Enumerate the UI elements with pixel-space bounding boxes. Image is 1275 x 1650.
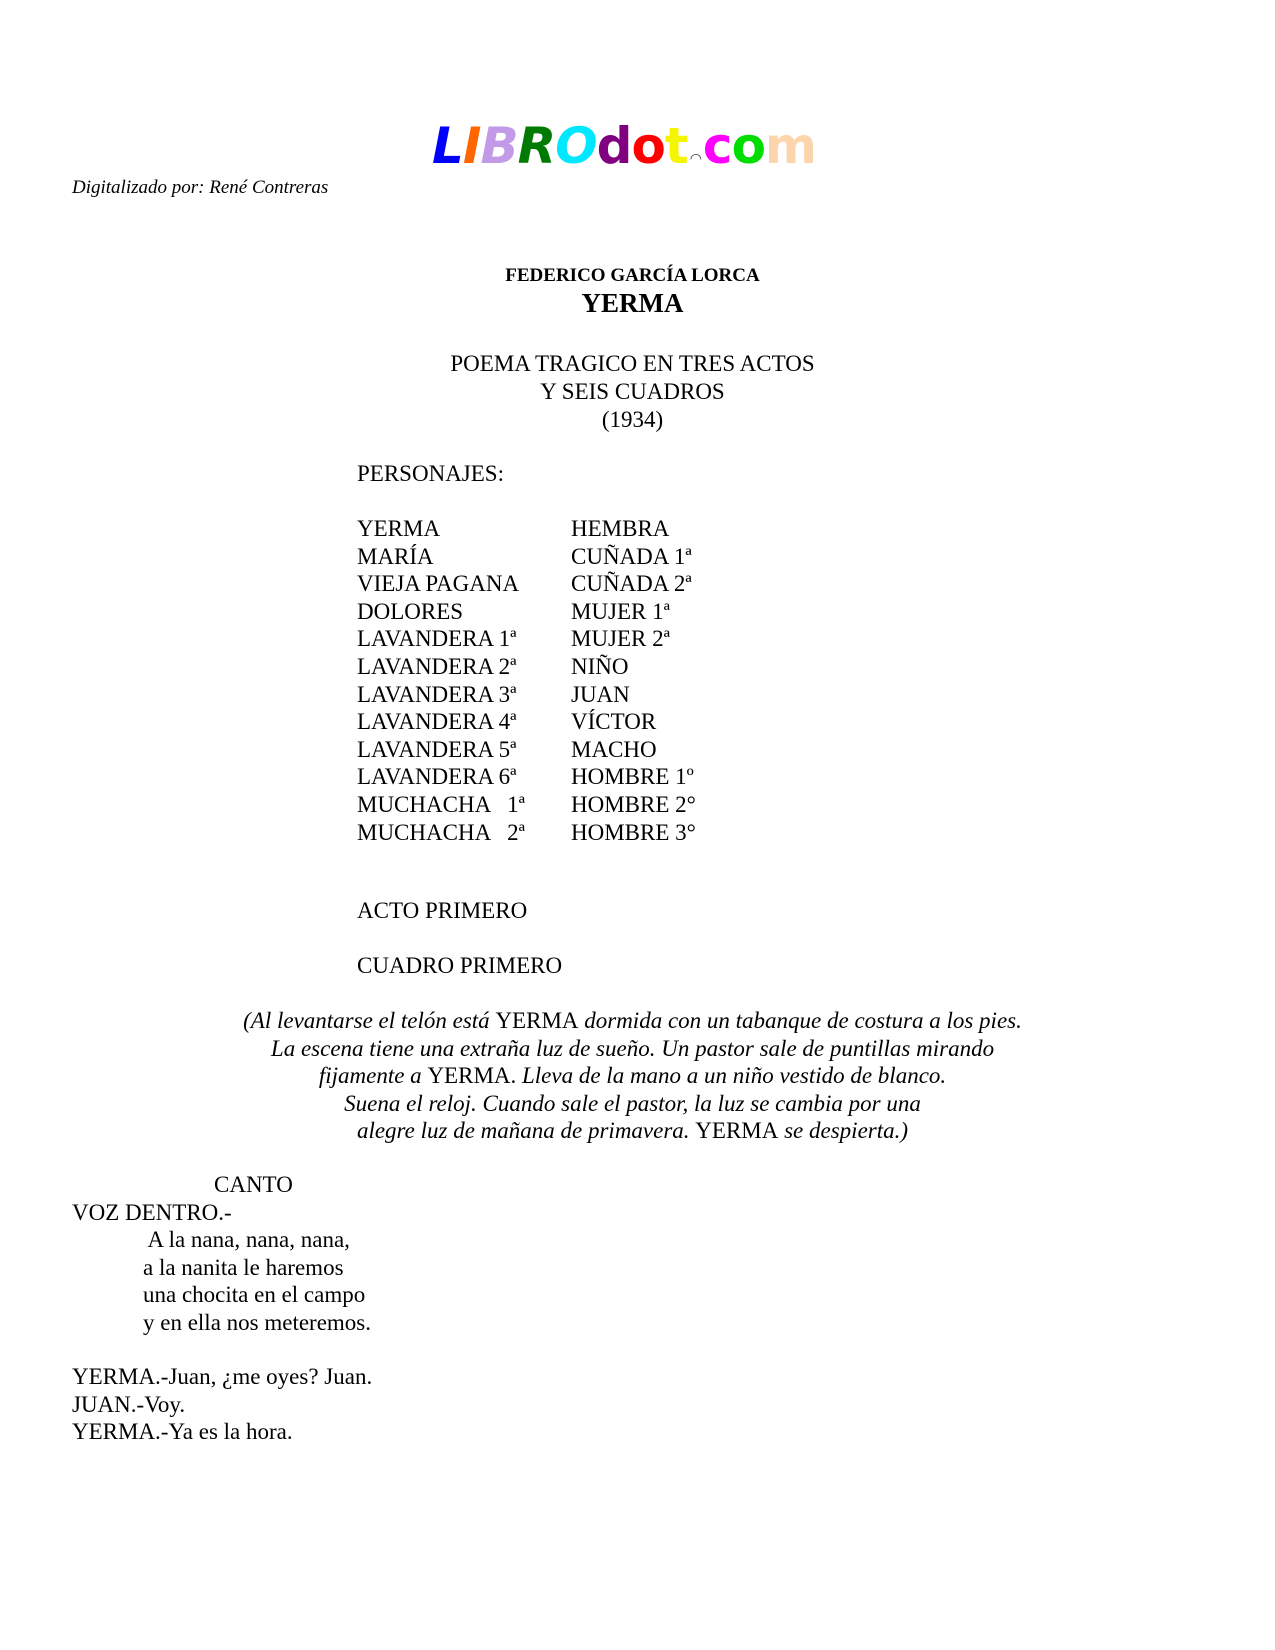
- character-right: HOMBRE 3°: [571, 819, 696, 845]
- stage-character-name: YERMA: [495, 1008, 579, 1033]
- character-left: LAVANDERA 5ª: [357, 736, 517, 762]
- subtitle-line-2: Y SEIS CUADROS: [540, 379, 725, 404]
- logo-letter: m: [764, 117, 817, 175]
- act-heading: ACTO PRIMERO: [357, 898, 528, 923]
- character-right: JUAN: [571, 681, 630, 707]
- stage-direction-line: [0, 1090, 1265, 1118]
- logo-letter: I: [462, 117, 481, 175]
- stage-text: fijamente a: [318, 1063, 428, 1089]
- character-right: VÍCTOR: [571, 709, 657, 735]
- stage-text: Lleva de la mano a un niño vestido de blanco.: [516, 1063, 947, 1089]
- character-left: LAVANDERA 1ª: [357, 626, 517, 652]
- stage-text: Suena el reloj. Cuando sale el pastor, la luz se cambia por una: [344, 1090, 921, 1116]
- stage-character-name: YERMA.: [427, 1063, 517, 1089]
- logo-letter: o: [731, 117, 765, 175]
- character-right: HOMBRE 2°: [571, 791, 696, 817]
- character-right: CUÑADA 1ª: [571, 543, 692, 569]
- verse-line: a la nanita le haremos: [143, 1254, 344, 1280]
- character-right: MUJER 2ª: [571, 626, 670, 652]
- character-right: HOMBRE 1º: [571, 764, 694, 790]
- stage-text: dormida con un tabanque de costura a los pies.: [578, 1008, 1022, 1033]
- stage-direction-line: [0, 1117, 1265, 1145]
- logo-letter: L: [432, 117, 463, 175]
- stage-text: (Al levantarse el telón está: [243, 1008, 496, 1033]
- logo-letter: t: [664, 117, 688, 175]
- dialogue-line: YERMA.-Ya es la hora.: [72, 1419, 293, 1445]
- stage-direction-line: [0, 1007, 1265, 1035]
- author-name: FEDERICO GARCÍA LORCA: [505, 265, 760, 286]
- song-speaker: VOZ DENTRO.-: [72, 1199, 232, 1225]
- stage-text: se despierta.): [778, 1118, 909, 1144]
- logo-dot-icon: ◠: [689, 151, 701, 167]
- character-left: LAVANDERA 2ª: [357, 653, 517, 679]
- character-left: VIEJA PAGANA: [357, 571, 520, 597]
- character-left: MARÍA: [357, 543, 434, 569]
- song-heading: CANTO: [214, 1172, 293, 1197]
- stage-direction-line: [0, 1062, 1265, 1090]
- character-left: LAVANDERA 4ª: [357, 709, 517, 735]
- character-right: CUÑADA 2ª: [571, 571, 692, 597]
- verse-line: una chocita en el campo: [143, 1282, 366, 1308]
- character-left: DOLORES: [357, 598, 464, 624]
- character-right: MUJER 1ª: [571, 598, 670, 624]
- scene-heading: CUADRO PRIMERO: [357, 953, 563, 978]
- logo-letter: c: [702, 117, 732, 175]
- logo-letter: B: [480, 117, 518, 175]
- logo-letter: R: [517, 117, 556, 175]
- subtitle-year: (1934): [601, 407, 664, 432]
- play-title: YERMA: [581, 288, 684, 318]
- character-left: LAVANDERA 6ª: [357, 764, 517, 790]
- character-right: MACHO: [571, 736, 657, 762]
- character-right: NIÑO: [571, 653, 629, 679]
- librodot-logo: [432, 116, 816, 176]
- characters-heading: PERSONAJES:: [357, 461, 504, 486]
- verse-line: y en ella nos meteremos.: [143, 1310, 372, 1335]
- verse-line: A la nana, nana, nana,: [143, 1227, 350, 1253]
- character-left: MUCHACHA 2ª: [357, 819, 526, 845]
- stage-direction-line: [0, 1035, 1265, 1063]
- subtitle-line-1: POEMA TRAGICO EN TRES ACTOS: [450, 351, 815, 376]
- logo-letter: d: [596, 117, 632, 175]
- stage-character-name: YERMA: [695, 1118, 779, 1144]
- dialogue-line: YERMA.-Juan, ¿me oyes? Juan.: [72, 1364, 373, 1389]
- character-left: LAVANDERA 3ª: [357, 681, 517, 707]
- dialogue-line: JUAN.-Voy.: [72, 1391, 186, 1417]
- character-right: HEMBRA: [571, 516, 670, 541]
- stage-text: alegre luz de mañana de primavera.: [356, 1118, 696, 1144]
- character-left: MUCHACHA 1ª: [357, 791, 526, 817]
- logo-letter: O: [555, 117, 597, 175]
- logo-letter: o: [631, 117, 665, 175]
- digitized-by-credit: Digitalizado por: René Contreras: [72, 177, 329, 198]
- character-left: YERMA: [357, 516, 441, 541]
- stage-text: La escena tiene una extraña luz de sueño. Un pastor sale de puntillas mirando: [270, 1035, 995, 1061]
